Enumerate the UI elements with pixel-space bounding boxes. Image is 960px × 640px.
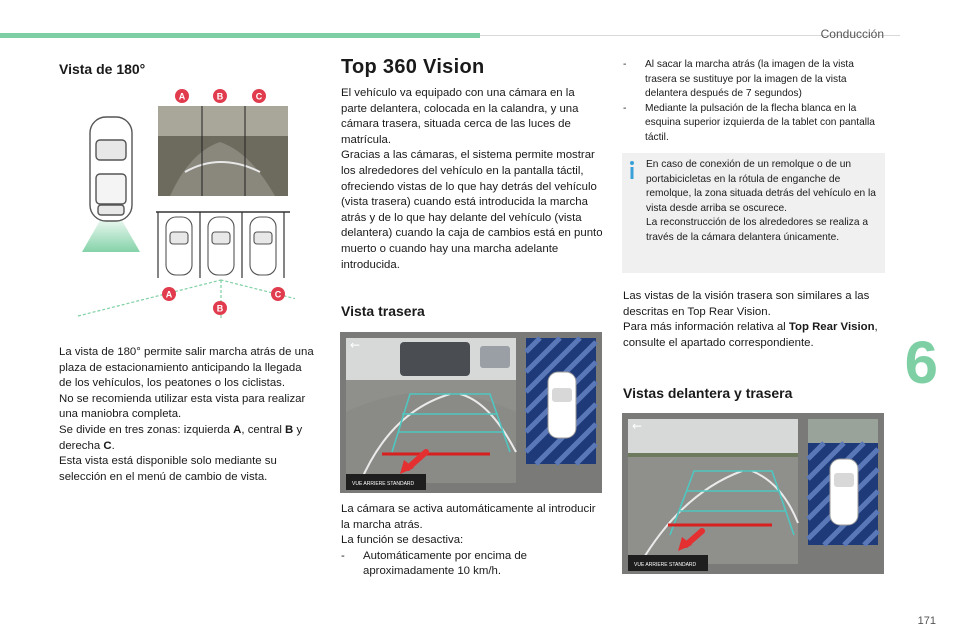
view-label: VUE ARRIERE STANDARD — [634, 562, 697, 568]
paragraph: Las vistas de la visión trasera son similares a las descritas en Top Rear Vision. — [623, 290, 870, 318]
car-top-view-icon — [90, 117, 132, 221]
deactivation-list — [623, 58, 885, 146]
paragraph: La vista de 180° permite salir marcha atrás de una plaza de estacionamiento anticipando la llegada de los vehículos, los peatones o los ciclistas. — [59, 346, 314, 390]
chapter-title: Conducción — [820, 27, 884, 41]
paragraph: No se recomienda utilizar esta vista para realizar una maniobra completa. — [59, 392, 306, 421]
paragraph: Gracias a las cámaras, el sistema permite mostrar los alrededores del vehículo en la pantalla táctil, ofreciendo vistas de lo que hay detrás del vehículo (vista trasera) cuando está introducida la marcha atrás y de lo que hay delante del vehículo (vista delantera) cuando la caja de cambios está en punto muerto o cuando hay una marcha adelante introducida. — [341, 149, 603, 271]
rear-view-description — [341, 502, 603, 580]
rear-view-screen — [340, 332, 602, 493]
paragraph: La reconstrucción de los alrededores se realiza a través de la cámara delantera únicamente. — [646, 217, 868, 243]
rear-vision-note — [623, 289, 885, 351]
camera-preview-image — [158, 106, 288, 196]
back-arrow-icon[interactable]: ← — [350, 338, 361, 352]
section-heading-top-360: Top 360 Vision — [341, 56, 485, 78]
chapter-number: 6 — [904, 329, 938, 396]
paragraph: La función se desactiva: — [341, 534, 464, 547]
top-view-panel — [808, 419, 878, 545]
view-label: VUE ARRIERE STANDARD — [352, 481, 415, 487]
paragraph: El vehículo va equipado con una cámara en la parte delantera, colocada en la calandra, y una cámara trasera, situada cerca de las luces de matrícula. — [341, 87, 579, 146]
svg-text:A: A — [165, 289, 173, 300]
sensor-cone — [82, 217, 140, 252]
section-heading-rear-view: Vista trasera — [341, 303, 425, 319]
paragraph: Esta vista está disponible solo mediante su selección en el menú de cambio de vista. — [59, 455, 277, 483]
front-rear-view-screen — [622, 413, 884, 574]
list-item: - Mediante la pulsación de la flecha blanca en la esquina superior izquierda de la tablet con pantalla táctil. — [623, 102, 875, 143]
page-number: 171 — [917, 615, 936, 627]
svg-text:B: B — [216, 91, 224, 102]
svg-text:B: B — [216, 303, 224, 314]
paragraph-reference: Para más información relativa al Top Rear Vision, consulte el apartado correspondiente. — [623, 321, 878, 349]
info-icon — [630, 161, 634, 179]
180-view-diagram — [60, 82, 295, 320]
list-item: - Al sacar la marcha atrás (la imagen de la vista trasera se sustituye por la imagen de la vista delantera después de 7 segundos) — [623, 59, 854, 100]
svg-text:C: C — [274, 289, 282, 300]
svg-text:A: A — [178, 91, 186, 102]
paragraph-zones: Se divide en tres zonas: izquierda A, central B y derecha C. — [59, 423, 303, 452]
info-note-box — [622, 153, 885, 273]
chapter-accent-bar — [0, 33, 480, 38]
section-heading-front-rear: Vistas delantera y trasera — [623, 385, 793, 401]
180-view-description — [59, 345, 315, 485]
top-view-panel — [526, 338, 596, 464]
top-360-description — [341, 86, 603, 273]
paragraph: En caso de conexión de un remolque o de un portabicicletas en la rótula de enganche de remolque, la zona situada detrás del vehículo en la vista desde arriba se oscurece. — [646, 159, 876, 214]
list-item: - Automáticamente por encima de aproximadamente 10 km/h. — [341, 549, 527, 578]
paragraph: La cámara se activa automáticamente al introducir la marcha atrás. — [341, 503, 596, 531]
back-arrow-icon[interactable]: ← — [632, 419, 643, 433]
svg-text:C: C — [255, 91, 263, 102]
zone-labels-top — [175, 89, 266, 103]
section-heading-180-view: Vista de 180° — [59, 61, 146, 77]
